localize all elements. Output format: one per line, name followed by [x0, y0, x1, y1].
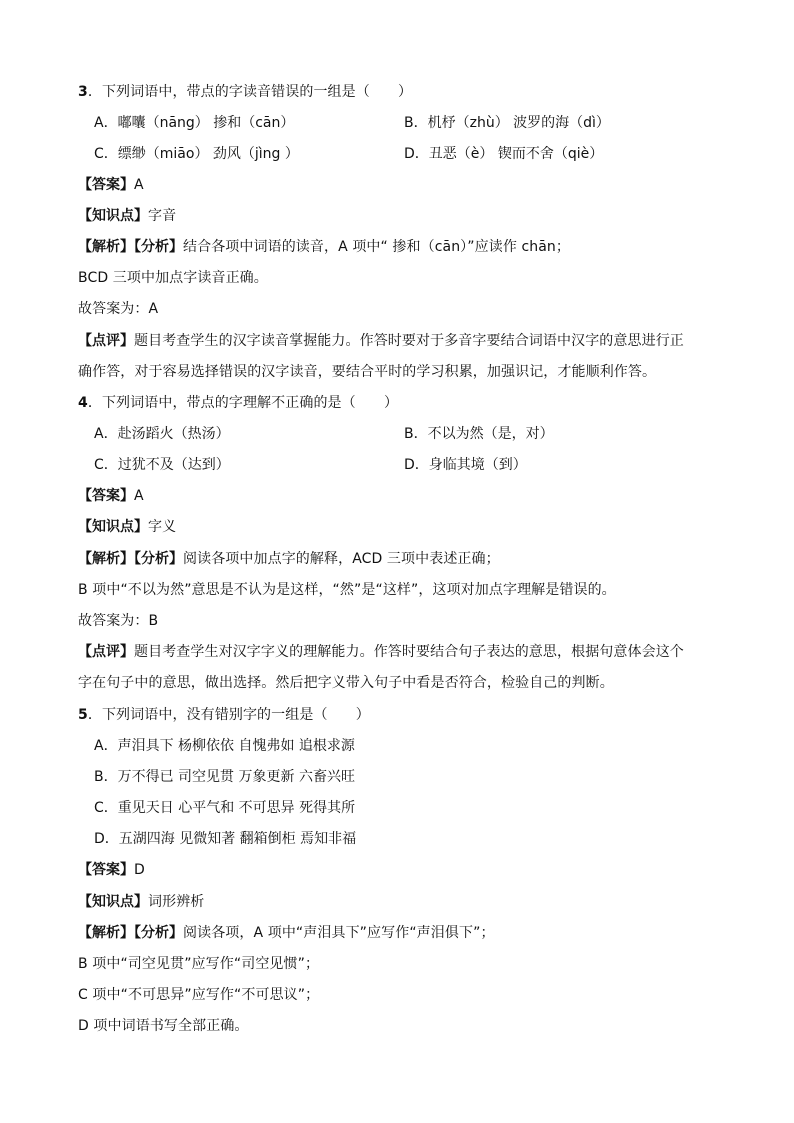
q4-analysis: 【解析】【分析】阅读各项中加点字的解释，ACD 三项中表述正确；	[78, 551, 500, 567]
q4-knowledge-point: 【知识点】字义	[78, 519, 177, 535]
q3-final-answer: 故答案为：A	[78, 301, 159, 317]
q3-option-b: B．机杼（zhù） 波罗的海（dì）	[404, 115, 610, 131]
question-number: 4	[78, 395, 88, 411]
q5-analysis-b: B 项中“司空见贯”应写作“司空见惯”；	[78, 956, 320, 972]
q5-option-a: A．声泪具下 杨柳依依 自愧弗如 追根求源	[94, 738, 355, 754]
q3-option-a: A．嘟囔（nāng） 掺和（cān）	[94, 115, 295, 131]
q3-comment: 【点评】题目考查学生的汉字读音掌握能力。作答时要对于多音字要结合词语中汉字的意思进行正	[78, 333, 684, 349]
q4-option-a: A．赴汤蹈火（热汤）	[94, 426, 230, 442]
q4-comment-cont: 字在句子中的意思，做出选择。然后把字义带入句子中看是否符合，检验自己的判断。	[78, 675, 614, 691]
question-number: 5	[78, 707, 88, 723]
q3-knowledge-point: 【知识点】字音	[78, 208, 177, 224]
question-number: 3	[78, 84, 88, 100]
q5-analysis-d: D 项中词语书写全部正确。	[78, 1018, 249, 1034]
q5-analysis-c: C 项中“不可思异”应写作“不可思议”；	[78, 987, 320, 1003]
question-3-stem: 3．下列词语中，带点的字读音错误的一组是（ ）	[78, 84, 413, 100]
q4-final-answer: 故答案为：B	[78, 613, 159, 629]
q5-option-b: B．万不得已 司空见贯 万象更新 六畜兴旺	[94, 769, 355, 785]
q4-option-c: C．过犹不及（达到）	[94, 457, 230, 473]
q3-option-c: C．缥缈（miāo） 劲风（jìng ）	[94, 146, 299, 162]
q5-knowledge-point: 【知识点】词形辨析	[78, 894, 205, 910]
question-5-stem: 5．下列词语中，没有错别字的一组是（ ）	[78, 707, 370, 723]
q3-analysis-cont: BCD 三项中加点字读音正确。	[78, 270, 268, 286]
q4-comment: 【点评】题目考查学生对汉字字义的理解能力。作答时要结合句子表达的意思，根据句意体会这个	[78, 644, 684, 660]
q3-answer: 【答案】A	[78, 177, 144, 193]
q3-analysis: 【解析】【分析】结合各项中词语的读音，A 项中“ 掺和（cān）”应读作 chān；	[78, 239, 571, 255]
q5-analysis: 【解析】【分析】阅读各项，A 项中“声泪具下”应写作“声泪俱下”；	[78, 925, 495, 941]
q5-option-d: D．五湖四海 见微知著 翻箱倒柜 焉知非福	[94, 831, 357, 847]
q4-analysis-cont: B 项中“不以为然”意思是不认为是这样，“然”是“这样”，这项对加点字理解是错误的。	[78, 582, 616, 598]
q4-option-b: B．不以为然（是，对）	[404, 426, 554, 442]
question-4-stem: 4．下列词语中，带点的字理解不正确的是（ ）	[78, 395, 399, 411]
q4-answer: 【答案】A	[78, 488, 144, 504]
q4-option-d: D．身临其境（到）	[404, 457, 527, 473]
q3-comment-cont: 确作答，对于容易选择错误的汉字读音，要结合平时的学习积累，加强识记，才能顺利作答。	[78, 364, 657, 380]
q3-option-d: D．丑恶（è） 锲而不舍（qiè）	[404, 146, 604, 162]
q5-option-c: C．重见天日 心平气和 不可思异 死得其所	[94, 800, 356, 816]
q5-answer: 【答案】D	[78, 862, 145, 878]
